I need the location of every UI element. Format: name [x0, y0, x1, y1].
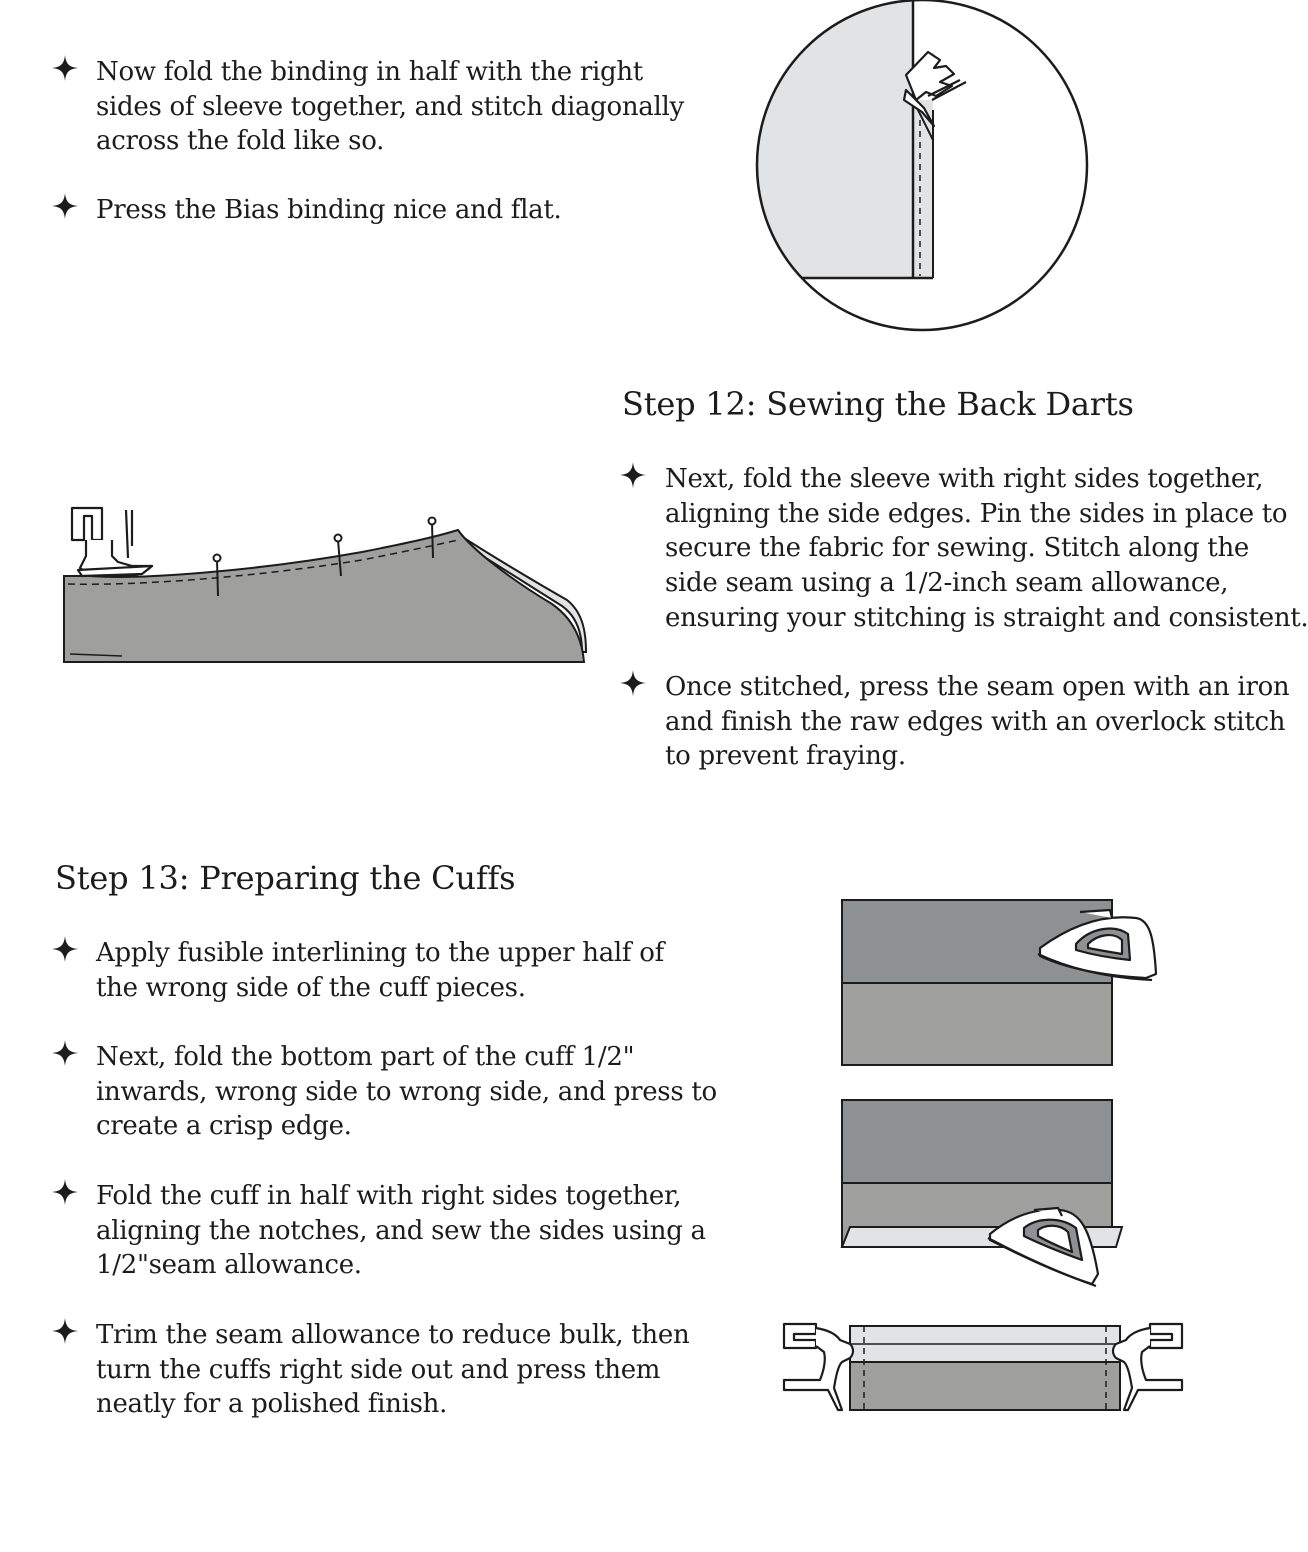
bullet-text: Trim the seam allowance to reduce bulk, then turn the cuffs right side out and press them neatly for a polished finish. — [96, 1320, 690, 1420]
sparkle-bullet-icon — [52, 1040, 78, 1066]
cuff-interlining-iron-illustration — [840, 898, 1160, 1070]
sparkle-bullet-icon — [52, 193, 78, 219]
sparkle-bullet-icon — [52, 1318, 78, 1344]
sleeve-side-seam-illustration — [62, 500, 590, 666]
sparkle-bullet-icon — [52, 936, 78, 962]
presser-foot-right-icon — [1113, 1324, 1182, 1410]
bullet-text: Now fold the binding in half with the right sides of sleeve together, and stitch diagonally across the fold like so. — [96, 57, 684, 157]
bullet-text: Once stitched, press the seam open with an iron and finish the raw edges with an overlock stitch to prevent fraying. — [665, 672, 1290, 772]
sparkle-bullet-icon — [620, 462, 646, 488]
cuff-fold-press-illustration — [840, 1098, 1130, 1290]
bullet-text: Press the Bias binding nice and flat. — [96, 195, 562, 225]
presser-foot-icon — [72, 508, 152, 576]
bullet-text: Apply fusible interlining to the upper half of the wrong side of the cuff pieces. — [96, 938, 664, 1003]
bullet-text: Next, fold the sleeve with right sides together, aligning the side edges. Pin the sides in place to secure the fabric for sewing. Stitch along the side seam using a 1/2-inch seam allowance, ensuring your stitching is straight and consistent. — [665, 464, 1308, 633]
sparkle-bullet-icon — [620, 670, 646, 696]
presser-foot-left-icon — [784, 1324, 853, 1410]
sparkle-bullet-icon — [52, 1179, 78, 1205]
bullet-text: Fold the cuff in half with right sides together, aligning the notches, and sew the sides using a 1/2"seam allowance. — [96, 1181, 706, 1281]
binding-stitch-circle-illustration — [756, 0, 1090, 332]
sparkle-bullet-icon — [52, 55, 78, 81]
step12-title: Step 12: Sewing the Back Darts — [622, 385, 1134, 423]
cuff-sew-sides-illustration — [780, 1318, 1186, 1414]
bullet-text: Next, fold the bottom part of the cuff 1/2" inwards, wrong side to wrong side, and press to create a crisp edge. — [96, 1042, 717, 1142]
step13-title: Step 13: Preparing the Cuffs — [55, 859, 516, 897]
